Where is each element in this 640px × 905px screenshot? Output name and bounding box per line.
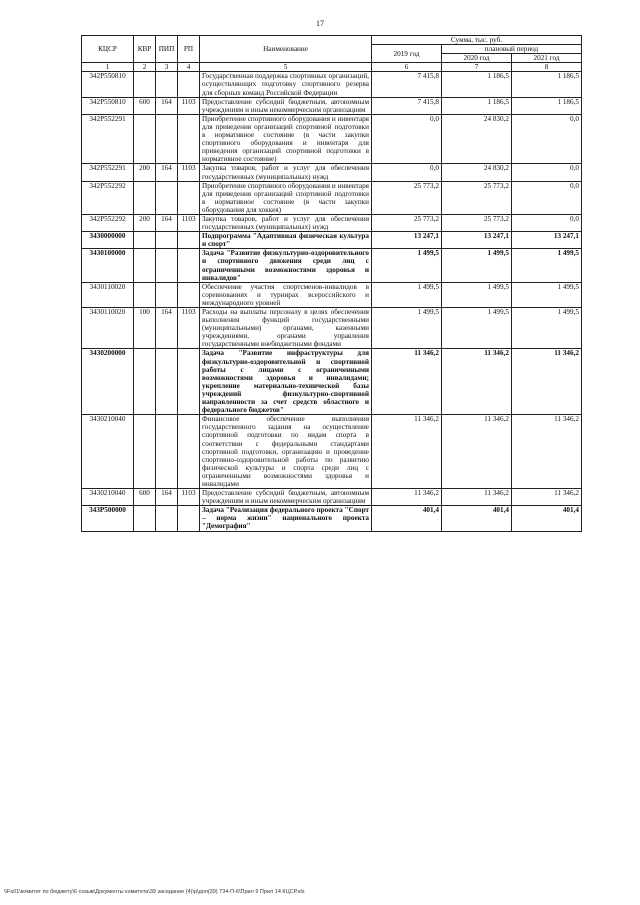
amount-2020-cell: 24 830,2	[442, 164, 512, 181]
kvr-cell: 200	[134, 214, 156, 231]
amount-2021-cell: 401,4	[512, 506, 582, 531]
amount-2021-cell: 1 186,5	[512, 72, 582, 97]
rp-cell: 1103	[178, 489, 200, 506]
kvr-cell	[134, 506, 156, 531]
col-number: 1	[82, 63, 134, 72]
table-row	[82, 164, 582, 181]
amount-2020-cell: 1 186,5	[442, 72, 512, 97]
amount-2021-cell: 0,0	[512, 114, 582, 164]
amount-2021-cell: 1 499,5	[512, 282, 582, 307]
kcsr-cell: 3430210040	[82, 415, 134, 489]
kvr-cell: 600	[134, 489, 156, 506]
name-cell: Предоставление субсидий бюджетным, автономным учреждениям и иным некоммерческим организациям	[200, 97, 372, 114]
table-body	[82, 72, 582, 531]
amount-2020-cell: 24 830,2	[442, 114, 512, 164]
amount-2019-cell: 11 346,2	[372, 489, 442, 506]
amount-2020-cell: 25 773,2	[442, 181, 512, 214]
amount-2019-cell: 7 415,8	[372, 72, 442, 97]
kvr-cell	[134, 415, 156, 489]
rp-cell: 1103	[178, 214, 200, 231]
amount-2020-cell: 11 346,2	[442, 415, 512, 489]
kvr-cell	[134, 232, 156, 249]
col-number: 8	[512, 63, 582, 72]
kvr-cell	[134, 181, 156, 214]
kvr-cell: 100	[134, 308, 156, 349]
name-cell: Задача "Реализация федерального проекта "Спорт – норма жизни" национального проекта "Демография"	[200, 506, 372, 531]
table-row	[82, 506, 582, 531]
pip-cell	[156, 282, 178, 307]
kvr-cell	[134, 249, 156, 282]
kcsr-cell: 3430110020	[82, 308, 134, 349]
kvr-cell: 600	[134, 97, 156, 114]
table-row	[82, 349, 582, 415]
rp-cell	[178, 415, 200, 489]
amount-2021-cell: 1 499,5	[512, 249, 582, 282]
header-name: Наименование	[200, 36, 372, 63]
header-2021: 2021 год	[512, 54, 582, 63]
pip-cell: 164	[156, 214, 178, 231]
pip-cell	[156, 349, 178, 415]
amount-2021-cell: 11 346,2	[512, 415, 582, 489]
pip-cell	[156, 415, 178, 489]
col-number: 7	[442, 63, 512, 72]
amount-2020-cell: 11 346,2	[442, 349, 512, 415]
rp-cell	[178, 72, 200, 97]
amount-2019-cell: 0,0	[372, 114, 442, 164]
amount-2020-cell: 1 499,5	[442, 249, 512, 282]
amount-2019-cell: 0,0	[372, 164, 442, 181]
kcsr-cell: 3430110020	[82, 282, 134, 307]
rp-cell: 1103	[178, 164, 200, 181]
table-row	[82, 282, 582, 307]
amount-2019-cell: 1 499,5	[372, 249, 442, 282]
kcsr-cell: 342P552291	[82, 114, 134, 164]
rp-cell	[178, 181, 200, 214]
amount-2020-cell: 1 186,5	[442, 97, 512, 114]
kcsr-cell: 342P552292	[82, 181, 134, 214]
name-cell: Закупка товаров, работ и услуг для обеспечения государственных (муниципальных) нужд	[200, 214, 372, 231]
table-row	[82, 489, 582, 506]
amount-2020-cell: 401,4	[442, 506, 512, 531]
file-path-footer: \\Fs01\комитет по бюджету\6 созыв\Документы комитета\39 заседание (4)\p\доп(39) 734-П-6\Прил 9 Прил 14 КЦСР.xls	[4, 889, 305, 895]
name-cell: Подпрограмма "Адаптивная физическая культура и спорт"	[200, 232, 372, 249]
kcsr-cell: 342P550810	[82, 97, 134, 114]
header-sum: Сумма, тыс. руб.	[372, 36, 582, 45]
col-number: 5	[200, 63, 372, 72]
name-cell: Расходы на выплаты персоналу в целях обеспечения выполнения функций государственными (муниципальными) органами, казенными учреждениями, органами управления государственными внебюджетными фондами	[200, 308, 372, 349]
amount-2019-cell: 25 773,2	[372, 181, 442, 214]
pip-cell	[156, 114, 178, 164]
amount-2021-cell: 13 247,1	[512, 232, 582, 249]
amount-2020-cell: 13 247,1	[442, 232, 512, 249]
name-cell: Приобретение спортивного оборудования и инвентаря для приведения организаций спортивной подготовки в нормативное состояние (в части закупки оборудования для хоккея)	[200, 181, 372, 214]
header-kcsr: КЦСР	[82, 36, 134, 63]
kvr-cell	[134, 114, 156, 164]
table-row	[82, 415, 582, 489]
col-number: 3	[156, 63, 178, 72]
kvr-cell: 200	[134, 164, 156, 181]
kcsr-cell: 3430210040	[82, 489, 134, 506]
amount-2019-cell: 1 499,5	[372, 282, 442, 307]
rp-cell	[178, 506, 200, 531]
rp-cell: 1103	[178, 308, 200, 349]
header-kvr: КВР	[134, 36, 156, 63]
pip-cell	[156, 181, 178, 214]
pip-cell	[156, 249, 178, 282]
amount-2021-cell: 0,0	[512, 181, 582, 214]
amount-2019-cell: 11 346,2	[372, 349, 442, 415]
kcsr-cell: 3430200000	[82, 349, 134, 415]
pip-cell	[156, 232, 178, 249]
kcsr-cell: 3430100000	[82, 249, 134, 282]
header-rp: РП	[178, 36, 200, 63]
kcsr-cell: 3430000000	[82, 232, 134, 249]
amount-2019-cell: 1 499,5	[372, 308, 442, 349]
header-2019: 2019 год	[372, 45, 442, 63]
amount-2021-cell: 1 499,5	[512, 308, 582, 349]
amount-2019-cell: 25 773,2	[372, 214, 442, 231]
amount-2021-cell: 0,0	[512, 214, 582, 231]
kvr-cell	[134, 282, 156, 307]
table-row	[82, 249, 582, 282]
amount-2021-cell: 1 186,5	[512, 97, 582, 114]
rp-cell	[178, 232, 200, 249]
kcsr-cell: 343P500000	[82, 506, 134, 531]
amount-2019-cell: 401,4	[372, 506, 442, 531]
pip-cell: 164	[156, 97, 178, 114]
kvr-cell	[134, 349, 156, 415]
amount-2020-cell: 1 499,5	[442, 282, 512, 307]
pip-cell	[156, 506, 178, 531]
name-cell: Государственная поддержка спортивных организаций, осуществляющих подготовку спортивного резерва для сборных команд Российской Федерации	[200, 72, 372, 97]
pip-cell: 164	[156, 164, 178, 181]
amount-2020-cell: 11 346,2	[442, 489, 512, 506]
header-plan-period: плановый период	[442, 45, 582, 54]
rp-cell	[178, 249, 200, 282]
table-row	[82, 181, 582, 214]
table-row	[82, 97, 582, 114]
table-header	[82, 36, 582, 72]
table-row	[82, 308, 582, 349]
pip-cell: 164	[156, 489, 178, 506]
pip-cell: 164	[156, 308, 178, 349]
table-row	[82, 114, 582, 164]
amount-2021-cell: 11 346,2	[512, 489, 582, 506]
amount-2021-cell: 11 346,2	[512, 349, 582, 415]
col-number: 2	[134, 63, 156, 72]
kvr-cell	[134, 72, 156, 97]
name-cell: Закупка товаров, работ и услуг для обеспечения государственных (муниципальных) нужд	[200, 164, 372, 181]
pip-cell	[156, 72, 178, 97]
rp-cell	[178, 349, 200, 415]
name-cell: Задача "Развитие физкультурно-оздоровительного и спортивного движения среди лиц с ограниченными возможностями здоровья и инвалидов"	[200, 249, 372, 282]
amount-2020-cell: 1 499,5	[442, 308, 512, 349]
kcsr-cell: 342P552291	[82, 164, 134, 181]
budget-table	[81, 35, 582, 532]
amount-2019-cell: 11 346,2	[372, 415, 442, 489]
page-number: 17	[316, 19, 324, 28]
amount-2019-cell: 13 247,1	[372, 232, 442, 249]
name-cell: Предоставление субсидий бюджетным, автономным учреждениям и иным некоммерческим организациям	[200, 489, 372, 506]
rp-cell: 1103	[178, 97, 200, 114]
col-number: 6	[372, 63, 442, 72]
table-row	[82, 232, 582, 249]
header-2020: 2020 год	[442, 54, 512, 63]
table-row	[82, 72, 582, 97]
header-pip: ПИП	[156, 36, 178, 63]
kcsr-cell: 342P550810	[82, 72, 134, 97]
rp-cell	[178, 114, 200, 164]
column-number-row	[82, 63, 582, 72]
kcsr-cell: 342P552292	[82, 214, 134, 231]
amount-2020-cell: 25 773,2	[442, 214, 512, 231]
rp-cell	[178, 282, 200, 307]
name-cell: Приобретение спортивного оборудования и инвентаря для приведения организаций спортивной подготовки в нормативное состояние (в части закупки спортивного оборудования и инвентаря для приведения организаций спортивной подготовки в нормативное состояние)	[200, 114, 372, 164]
amount-2021-cell: 0,0	[512, 164, 582, 181]
col-number: 4	[178, 63, 200, 72]
name-cell: Обеспечение участия спортсменов-инвалидов в соревнованиях и турнирах всероссийского и международного уровней	[200, 282, 372, 307]
amount-2019-cell: 7 415,8	[372, 97, 442, 114]
name-cell: Задача "Развитие инфраструктуры для физкультурно-оздоровительной и спортивной работы с лицами с ограниченными возможностями здоровья и инвалидами; укрепление материально-технической базы учреждений физкультурно-спортивной направленности за счет средств областного и федерального бюджетов"	[200, 349, 372, 415]
table-row	[82, 214, 582, 231]
name-cell: Финансовое обеспечение выполнения государственного задания на осуществление спортивной подготовки по видам спорта в соответствии с федеральными стандартами спортивной подготовки, организацию и проведение спортивно-оздоровительной работы по развитию физической культуры и спорта среди лиц с ограниченными возможностями здоровья и инвалидами	[200, 415, 372, 489]
